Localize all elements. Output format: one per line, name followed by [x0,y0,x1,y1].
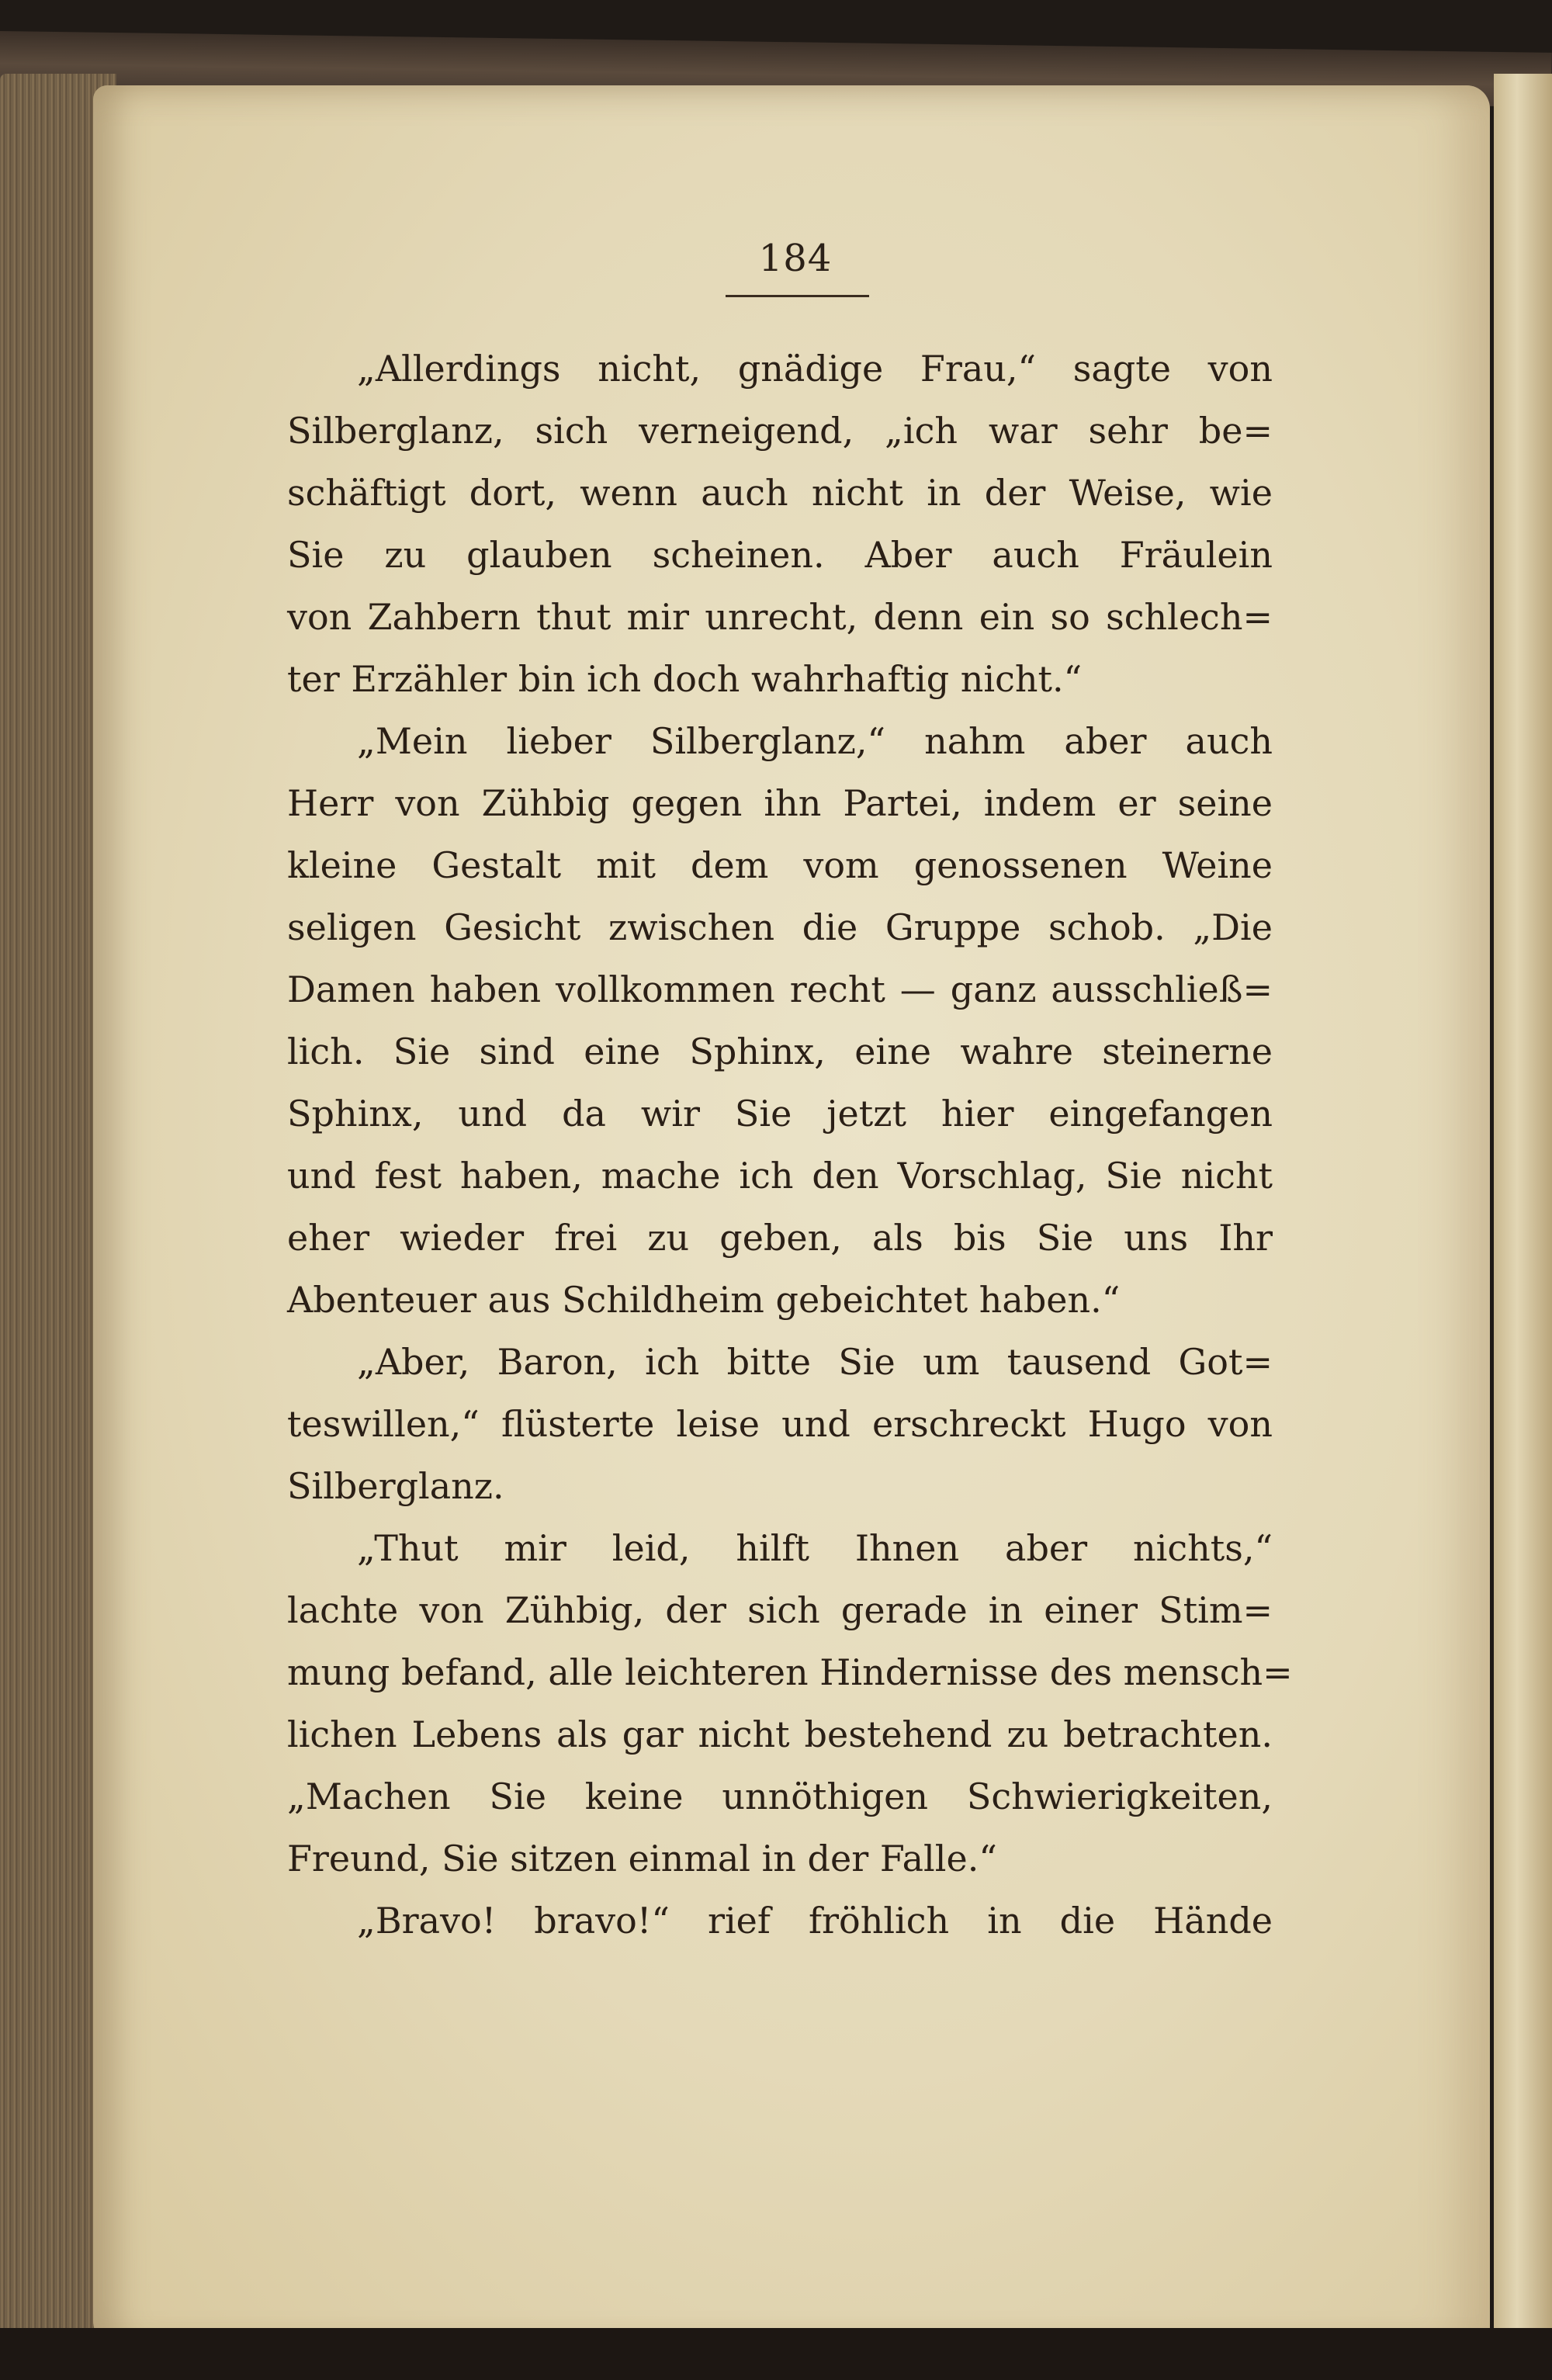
text-line: „Aber, Baron, ich bitte Sie um tausend Got= [357,1341,1273,1383]
text-line: kleine Gestalt mit dem vom genossenen Weine [287,844,1273,886]
text-line: lichen Lebens als gar nicht bestehend zu betrachten. [287,1713,1273,1755]
text-line: Damen haben vollkommen recht — ganz ausschließ= [287,968,1273,1010]
body-text [287,338,1293,1952]
text-line: Sie zu glauben scheinen. Aber auch Fräulein [287,534,1273,576]
bottom-background [0,2328,1552,2380]
text-line: Herr von Zühbig gegen ihn Partei, indem er seine [287,782,1273,824]
text-line: „Mein lieber Silberglanz,“ nahm aber auch [357,720,1273,762]
text-line: „Thut mir leid, hilft Ihnen aber nichts,“ [357,1527,1273,1569]
text-line: lachte von Zühbig, der sich gerade in einer Stim= [287,1589,1273,1631]
text-line: ter Erzähler bin ich doch wahrhaftig nicht.“ [287,658,1083,700]
text-line: Abenteuer aus Schildheim gebeichtet haben.“ [287,1279,1121,1321]
text-line: mung befand, alle leichteren Hindernisse des mensch= [287,1651,1293,1693]
facing-page-strip [1494,74,1552,2363]
text-line: seligen Gesicht zwischen die Gruppe schob. „Die [287,906,1273,948]
text-line: eher wieder frei zu geben, als bis Sie uns Ihr [287,1217,1273,1259]
text-line: „Bravo! bravo!“ rief fröhlich in die Hände [357,1900,1273,1942]
text-line: von Zahbern thut mir unrecht, denn ein so schlech= [287,596,1273,638]
text-line: „Machen Sie keine unnöthigen Schwierigkeiten, [287,1775,1273,1817]
text-line: und fest haben, mache ich den Vorschlag, Sie nicht [287,1155,1273,1197]
text-line: „Allerdings nicht, gnädige Frau,“ sagte von [357,348,1273,390]
text-line: schäftigt dort, wenn auch nicht in der Weise, wie [287,472,1273,514]
text-line: Silberglanz. [287,1465,504,1507]
page-number-rule [726,295,869,297]
text-line: Sphinx, und da wir Sie jetzt hier eingefangen [287,1093,1273,1135]
text-line: Freund, Sie sitzen einmal in der Falle.“ [287,1838,997,1879]
text-line: Silberglanz, sich verneigend, „ich war sehr be= [287,410,1273,452]
text-line: teswillen,“ flüsterte leise und erschreckt Hugo von [287,1403,1273,1445]
text-line: lich. Sie sind eine Sphinx, eine wahre steinerne [287,1031,1273,1072]
page-number: 184 [758,237,833,280]
